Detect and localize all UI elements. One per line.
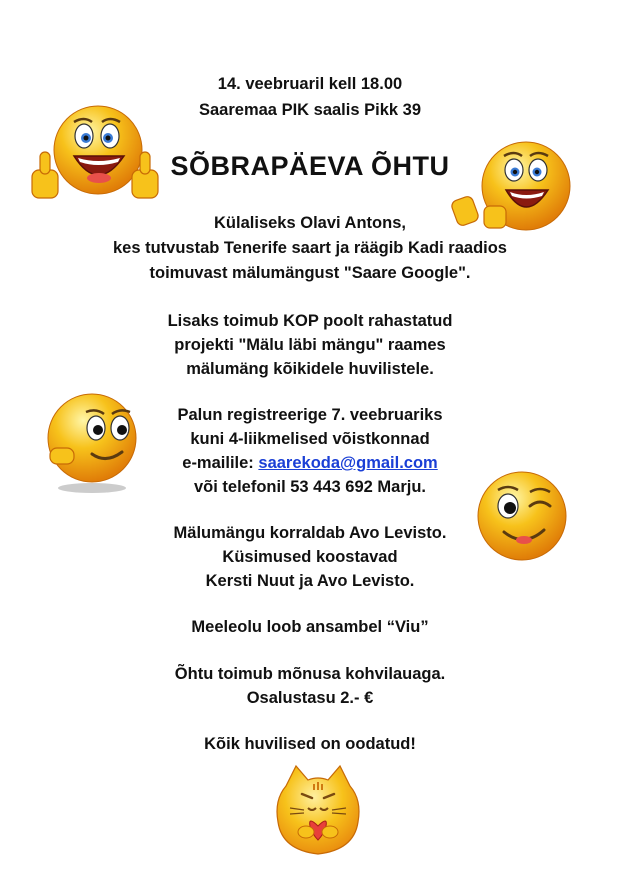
guest-line-3: toimuvast mälumängust "Saare Google". xyxy=(149,264,471,282)
email-prefix: e-mailile: xyxy=(182,454,254,472)
thumbs-up-smiley-icon xyxy=(28,98,166,210)
organizers-line-3: Kersti Nuut ja Avo Levisto. xyxy=(205,572,415,590)
page-title: SÕBRAPÄEVA ÕHTU xyxy=(170,151,450,181)
heart-cat-icon xyxy=(268,760,368,860)
organizers-line-2: Küsimused koostavad xyxy=(222,548,398,566)
event-date-line: 14. veebruaril kell 18.00 xyxy=(217,75,403,93)
email-link[interactable]: saarekoda@gmail.com xyxy=(258,454,438,472)
waving-smiley-icon xyxy=(448,140,576,232)
peeking-smiley-icon xyxy=(40,388,140,494)
coffee-line-1: Õhtu toimub mõnusa kohvilauaga. xyxy=(174,665,446,683)
organizers-line-1: Mälumängu korraldab Avo Levisto. xyxy=(173,524,447,542)
music-line: Meeleolu loob ansambel “Viu” xyxy=(191,618,429,636)
project-line-1: Lisaks toimub KOP poolt rahastatud xyxy=(167,312,453,330)
guest-line-1: Külaliseks Olavi Antons, xyxy=(214,214,406,232)
winking-smiley-icon xyxy=(474,468,572,566)
project-line-3: mälumäng kõikidele huvilistele. xyxy=(186,360,434,378)
project-line-2: projekti "Mälu läbi mängu" raames xyxy=(174,336,446,354)
registration-line-1: Palun registreerige 7. veebruariks xyxy=(177,406,443,424)
event-venue-line: Saaremaa PIK saalis Pikk 39 xyxy=(199,101,421,119)
registration-line-2: kuni 4-liikmelised võistkonnad xyxy=(190,430,430,448)
fee-line: Osalustasu 2.- € xyxy=(246,689,374,707)
closing-line: Kõik huvilised on oodatud! xyxy=(204,735,416,753)
guest-line-2: kes tutvustab Tenerife saart ja räägib Kadi raadios xyxy=(112,239,507,257)
registration-line-4: või telefonil 53 443 692 Marju. xyxy=(193,478,426,496)
